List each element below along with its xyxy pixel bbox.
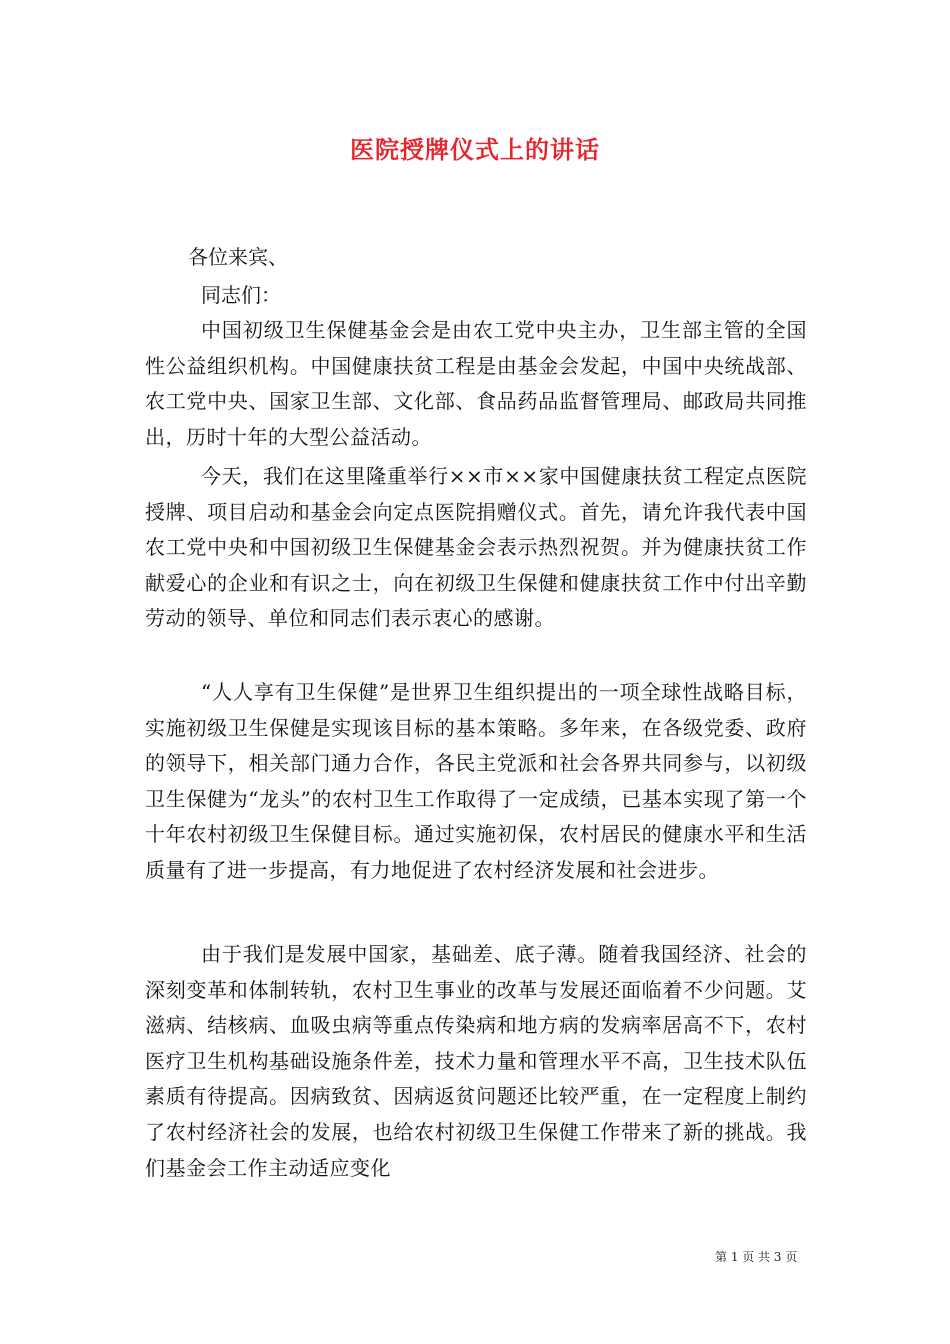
page-number-footer: 第 1 页 共 3 页 bbox=[715, 1250, 798, 1264]
salutation-comrades: 同志们： bbox=[201, 283, 281, 307]
salutation-guests: 各位来宾、 bbox=[188, 245, 288, 269]
body-paragraph: 中国初级卫生保健基金会是由农工党中央主办，卫生部主管的全国性公益组织机构。中国健康扶贫工程是由基金会发起，中国中央统战部、农工党中央、国家卫生部、文化部、食品药品监督管理局、邮政局共同推出，历时十年的大型公益活动。 bbox=[145, 318, 807, 449]
page-title: 医院授牌仪式上的讲话 bbox=[350, 135, 600, 164]
body-paragraph: 今天，我们在这里隆重举行××市××家中国健康扶贫工程定点医院授牌、项目启动和基金会向定点医院捐赠仪式。首先，请允许我代表中国农工党中央和中国初级卫生保健基金会表示热烈祝贺。并为健康扶贫工作献爱心的企业和有识之士，向在初级卫生保健和健康扶贫工作中付出辛勤劳动的领导、单位和同志们表示衷心的感谢。 bbox=[145, 464, 807, 631]
body-paragraph: “人人享有卫生保健”是世界卫生组织提出的一项全球性战略目标，实施初级卫生保健是实现该目标的基本策略。多年来，在各级党委、政府的领导下，相关部门通力合作，各民主党派和社会各界共同参与，以初级卫生保健为“龙头”的农村卫生工作取得了一定成绩，已基本实现了第一个十年农村初级卫生保健目标。通过实施初保，农村居民的健康水平和生活质量有了进一步提高，有力地促进了农村经济发展和社会进步。 bbox=[145, 680, 807, 882]
body-paragraph: 由于我们是发展中国家，基础差、底子薄。随着我国经济、社会的深刻变革和体制转轨，农村卫生事业的改革与发展还面临着不少问题。艾滋病、结核病、血吸虫病等重点传染病和地方病的发病率居高不下，农村医疗卫生机构基础设施条件差，技术力量和管理水平不高，卫生技术队伍素质有待提高。因病致贫、因病返贫问题还比较严重，在一定程度上制约了农村经济社会的发展，也给农村初级卫生保健工作带来了新的挑战。我们基金会工作主动适应变化 bbox=[145, 942, 807, 1180]
